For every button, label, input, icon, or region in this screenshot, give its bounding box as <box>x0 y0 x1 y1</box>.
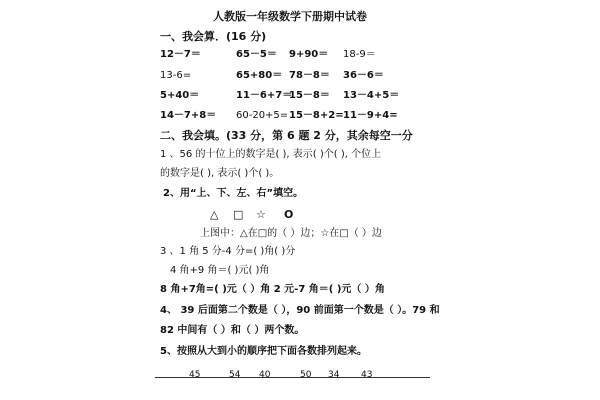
calc-item: 15－8+2= <box>289 110 344 121</box>
calc-item: 65－5＝ <box>236 49 277 60</box>
calc-item: 11－6+7＝ <box>236 90 293 101</box>
triangle-shape: △ <box>210 208 219 221</box>
calc-item: 13－4+5＝ <box>343 90 400 101</box>
question-3-line-3: 8 角+7角=( )元（ ）角 2 元-7 角＝( )元（ ）角 <box>160 284 385 295</box>
calc-item: 15－8＝ <box>289 90 330 101</box>
calc-item: 9+90＝ <box>289 49 329 60</box>
question-1-line-1: 1 、56 的十位上的数字是( ), 表示( )个( ), 个位上 <box>160 149 382 160</box>
star-shape: ☆ <box>256 208 266 221</box>
number-item: 43 <box>361 370 373 380</box>
calc-item: 65+80＝ <box>236 70 283 81</box>
number-item: 50 <box>300 370 312 380</box>
question-3-line-2: 4 角+9 角＝( )元( )角 <box>170 265 270 276</box>
section-2-heading: 二、我会填。(33 分，第 6 题 2 分，其余每空一分 <box>160 129 413 142</box>
calc-item: 18-9＝ <box>343 49 376 60</box>
question-5: 5、按照从大到小的顺序把下面各数排列起来。 <box>160 346 367 357</box>
calc-item: 13-6= <box>160 70 192 81</box>
question-1-line-2: 的数字是( ), 表示( )个( )。 <box>160 168 280 179</box>
question-4-line-1: 4、 39 后面第二个数是（ ），90 前面第一个数是（ ）。79 和 <box>160 305 440 316</box>
calc-item: 14－7+8＝ <box>160 110 217 121</box>
question-2: 2、用“上、下、左、右”填空。 <box>163 188 304 199</box>
number-item: 54 <box>229 370 241 380</box>
calc-item: 11－9+4= <box>343 110 398 121</box>
section-1-heading: 一、我会算．(16 分) <box>160 30 267 43</box>
page-title: 人教版一年级数学下册期中试卷 <box>213 10 367 23</box>
calc-item: 78－8＝ <box>289 70 330 81</box>
question-3-line-1: 3 、1 角 5 分-4 分=( )角( )分 <box>160 246 296 257</box>
circle-shape: O <box>284 208 294 221</box>
question-4-line-2: 82 中间有（ ）和（ ）两个数。 <box>160 325 305 336</box>
number-item: 40 <box>259 370 271 380</box>
calc-item: 12－7＝ <box>160 49 201 60</box>
number-item: 45 <box>189 370 201 380</box>
square-shape: □ <box>233 208 244 221</box>
calc-item: 36－6＝ <box>343 70 384 81</box>
question-2-text: 上图中：△在□的（ ）边；☆在□（ ）边 <box>200 228 382 239</box>
calc-item: 5+40＝ <box>160 90 200 101</box>
calc-item: 60-20+5= <box>236 110 289 121</box>
number-item: 34 <box>328 370 340 380</box>
